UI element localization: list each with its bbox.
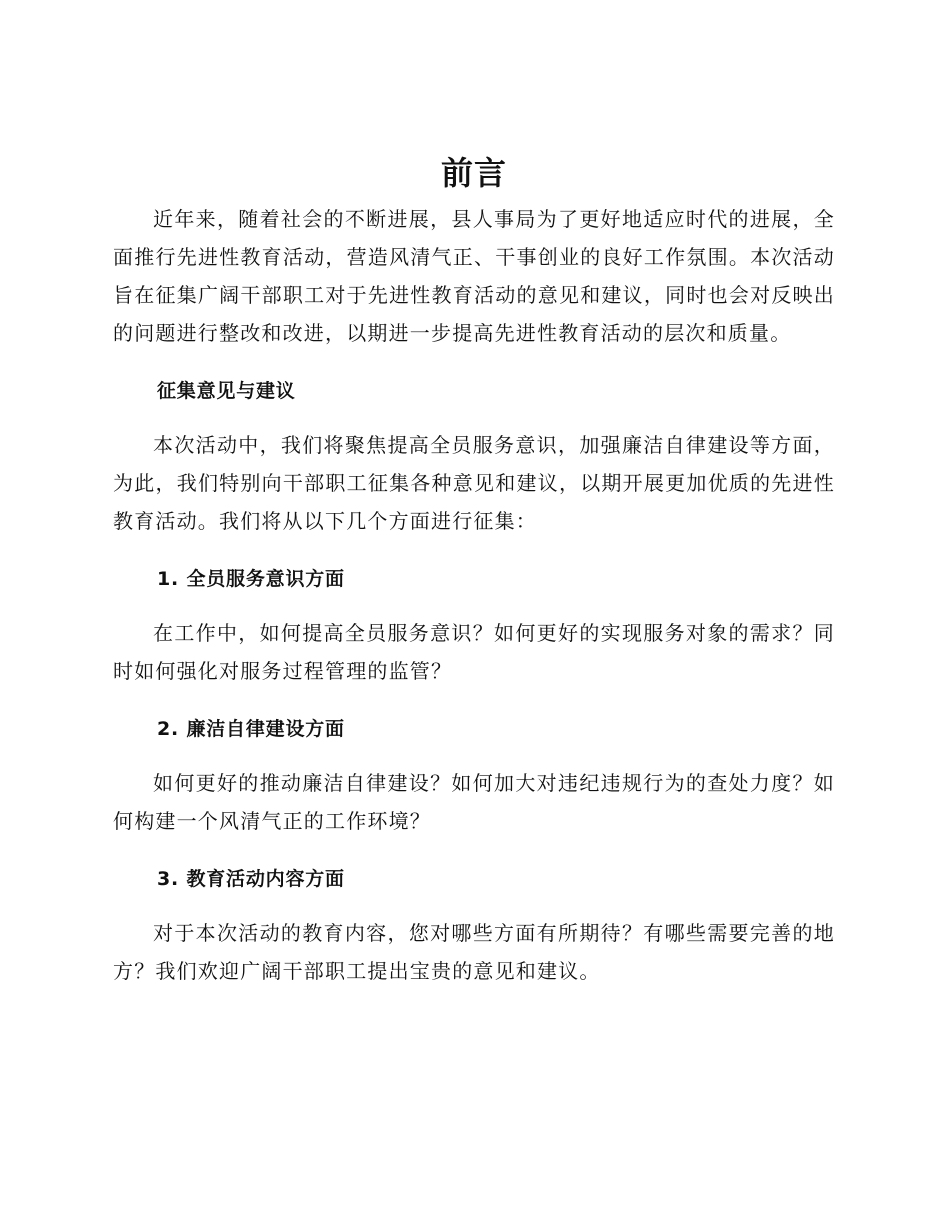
item-paragraph-3: 对于本次活动的教育内容，您对哪些方面有所期待？有哪些需要完善的地方？我们欢迎广阔干部职工提出宝贵的意见和建议。: [113, 921, 835, 983]
item-heading-3: 3. 教育活动内容方面: [157, 868, 345, 890]
spacer: [113, 594, 835, 614]
spacer: [113, 690, 835, 714]
section-paragraph: 本次活动中，我们将聚焦提高全员服务意识，加强廉洁自律建设等方面，为此，我们特别向干部职工征集各种意见和建议，以期开展更加优质的先进性教育活动。我们将从以下几个方面进行征集：: [113, 433, 835, 533]
item-heading-2: 2. 廉洁自律建设方面: [157, 718, 345, 740]
intro-paragraph: 近年来，随着社会的不断进展，县人事局为了更好地适应时代的进展，全面推行先进性教育活动，营造风清气正、干事创业的良好工作氛围。本次活动旨在征集广阔干部职工对于先进性教育活动的意见和建议，同时也会对反映出的问题进行整改和改进，以期进一步提高先进性教育活动的层次和质量。: [113, 207, 835, 345]
document-page: [113, 148, 835, 990]
spacer: [113, 352, 835, 376]
spacer: [113, 894, 835, 914]
section-heading: 征集意见与建议: [157, 380, 296, 402]
item-paragraph-2: 如何更好的推动廉洁自律建设？如何加大对违纪违规行为的查处力度？如何构建一个风清气正的工作环境？: [113, 771, 835, 833]
item-heading-1: 1. 全员服务意识方面: [157, 568, 345, 590]
spacer: [113, 540, 835, 564]
document-title: 前言: [440, 154, 507, 192]
spacer: [113, 406, 835, 426]
spacer: [113, 840, 835, 864]
item-paragraph-1: 在工作中，如何提高全员服务意识？如何更好的实现服务对象的需求？同时如何强化对服务过程管理的监管？: [113, 621, 835, 683]
spacer: [113, 744, 835, 764]
